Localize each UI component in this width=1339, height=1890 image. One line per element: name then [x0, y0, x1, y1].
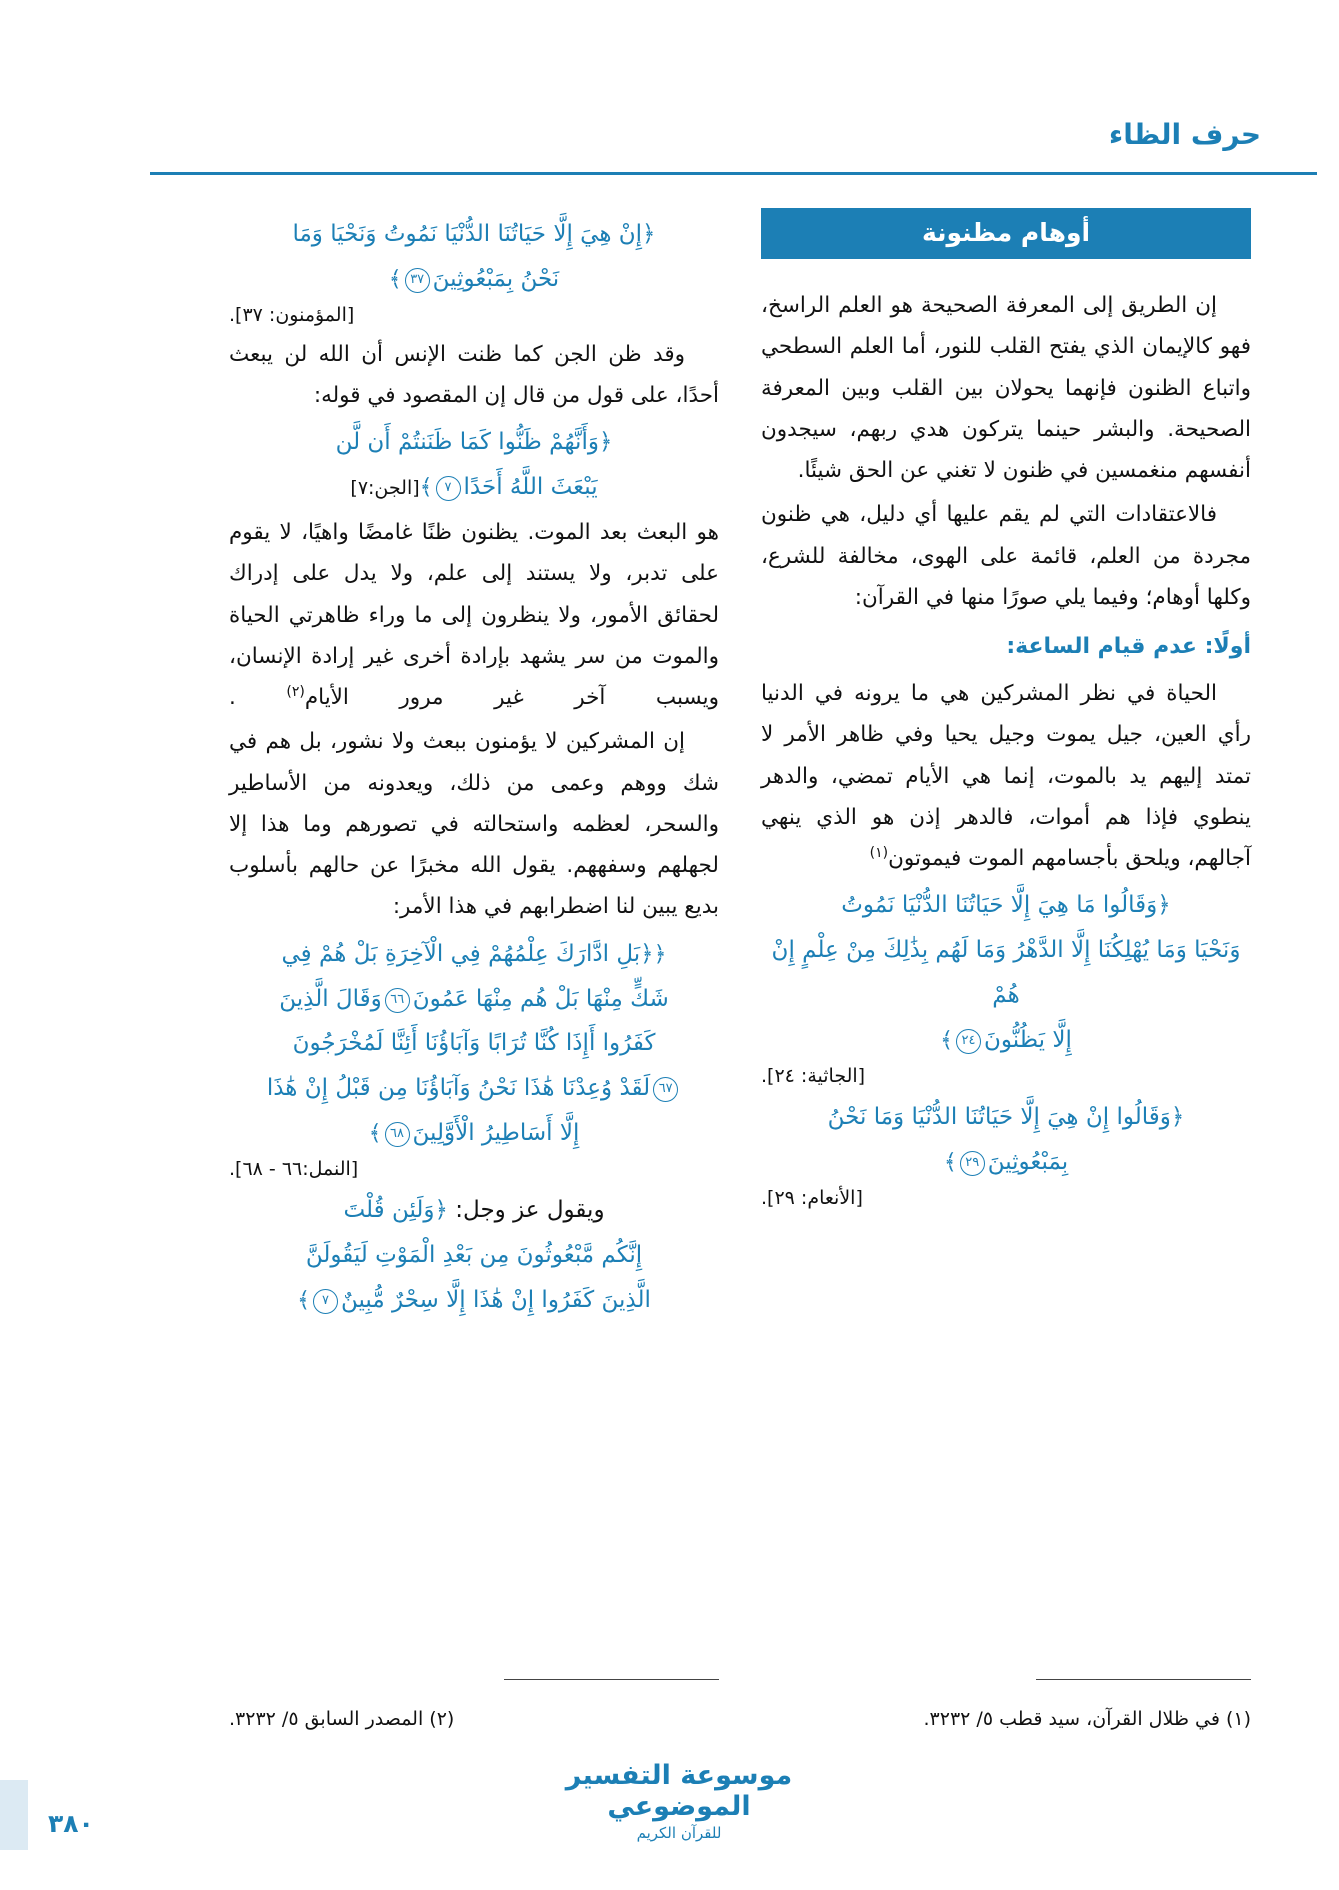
quran-reference-2: [الأنعام: ٢٩].: [761, 1186, 863, 1209]
header-chapter-title: حرف الظاء: [1108, 118, 1261, 151]
quran-line: ﴿وَلَئِن قُلْتَ: [343, 1196, 448, 1223]
quran-close-brace: ﴾: [940, 1027, 954, 1053]
footer-logo-subtitle: للقرآن الكريم: [636, 1824, 722, 1842]
quran-quote-top: [229, 212, 719, 302]
ayah-number: ٣٧: [405, 268, 430, 293]
quran-line: ﴿وَأَنَّهُمْ ظَنُّوا كَمَا ظَنَنتُمْ أَن لَّن: [335, 429, 613, 456]
page-header: [0, 118, 1339, 174]
quran-reference-1: [الجاثية: ٢٤].: [761, 1064, 866, 1087]
quran-line: نَحْنُ بِمَبْعُوثِينَ: [432, 265, 560, 292]
ayah-number: ٦٧: [653, 1077, 678, 1102]
quran-line: إِلَّا أَسَاطِيرُ الْأَوَّلِينَ: [412, 1120, 580, 1147]
paragraph-intro-1: إن الطريق إلى المعرفة الصحيحة هو العلم الراسخ، فهو كالإيمان الذي يفتح القلب للنور، أما العلم السطحي واتباع الظنون فإنهما يحولان بين القلب وبين المعرفة الصحيحة. والبشر حينما يتركون هدي ربهم، سيجدون أنفسهم منغمسين في ظنون لا تغني عن الحق شيئًا.: [761, 293, 1251, 484]
quran-line: الَّذِينَ كَفَرُوا إِنْ هَٰذَا إِلَّا سِحْرٌ مُّبِينٌ: [340, 1286, 651, 1313]
quran-line: يَبْعَثَ اللَّهُ أَحَدًا: [463, 474, 598, 501]
quran-close-brace: ﴾: [943, 1149, 957, 1175]
footnote-right: (١) في ظلال القرآن، سيد قطب ٥/ ٣٢٣٢.: [923, 1708, 1251, 1730]
quran-line: إِلَّا يَظُنُّونَ: [984, 1026, 1072, 1053]
subheading-first-topic: أولًا: عدم قيام الساعة:: [1006, 634, 1251, 660]
footnote-divider-right: [1036, 1679, 1251, 1681]
section-title-banner: أوهام مظنونة: [761, 208, 1251, 259]
ayah-number: ٢٤: [956, 1029, 981, 1054]
quran-line: وَنَحْيَا وَمَا يُهْلِكُنَا إِلَّا الدَّهْرُ وَمَا لَهُم بِذَٰلِكَ مِنْ عِلْمٍ إِنْ هُمْ: [771, 937, 1241, 1009]
quran-quote-inline-1: [229, 420, 719, 510]
quran-reference-top: [المؤمنون: ٣٧].: [229, 303, 355, 326]
footer-logo: [529, 1760, 829, 1842]
quran-reference-inline-1: [الجن:٧]: [350, 477, 420, 500]
quran-close-brace: ﴾: [297, 1287, 310, 1313]
ayah-number: ٦٦: [385, 988, 410, 1013]
paragraph-jinn-text: هو البعث بعد الموت. يظنون ظنًا غامضًا واهيًا، لا يقوم على تدبر، ولا يستند إلى علم، ولا يدل على إدراك لحقائق الأمور، ولا ينظرون إلى ما وراء ظاهرتي الحياة والموت من سر يشهد بإرادة أخرى غير إرادة الإنسان، ويسبب آخر غير مرور الأيام: [229, 520, 719, 711]
quran-close-brace: ﴾: [419, 475, 433, 501]
column-left: [229, 208, 719, 1325]
quran-line: لَقَدْ وُعِدْنَا هَٰذَا نَحْنُ وَآبَاؤُنَا مِن قَبْلُ إِنْ هَٰذَا: [266, 1075, 651, 1102]
column-right: [761, 208, 1251, 1217]
quran-line: إِنَّكُم مَّبْعُوثُونَ مِن بَعْدِ الْمَوْتِ لَيَقُولَنَّ: [305, 1241, 643, 1268]
quran-line: ﴿إِنْ هِيَ إِلَّا حَيَاتُنَا الدُّنْيَا نَمُوتُ وَنَحْيَا وَمَا: [292, 221, 656, 247]
ayah-number: ٢٩: [960, 1151, 985, 1176]
paragraph-topic-body: [761, 673, 1251, 879]
paragraph-mushrikeen: إن المشركين لا يؤمنون ببعث ولا نشور، بل هم في شك ووهم وعمى من ذلك، ويعدونه من الأساطير والسحر، لعظمه واستحالته في تصورهم وما هذا إلا لجهلهم وسفههم. يقول الله مخبرًا عن حالهم بأسلوب بديع يبين لنا اضطرابهم في هذا الأمر:: [229, 729, 719, 920]
ayah-number: ٦٨: [385, 1122, 410, 1147]
quran-close-brace: ﴾: [368, 1121, 382, 1147]
ayah-number: ٧: [313, 1289, 338, 1314]
paragraph-intro-2: فالاعتقادات التي لم يقم عليها أي دليل، هي ظنون مجردة من العلم، قائمة على الهوى، مخالفة للشرع، وكلها أوهام؛ وفيما يلي صورًا منها في القرآن:: [761, 502, 1251, 610]
quran-quote-2: [761, 1095, 1251, 1185]
footnote-left: (٢) المصدر السابق ٥/ ٣٢٣٢.: [229, 1708, 455, 1730]
paragraph-says-almighty: ويقول عز وجل:: [455, 1196, 605, 1223]
quran-line: وَقَالَ الَّذِينَ: [279, 985, 382, 1012]
quran-line: ﴿بَلِ ادَّارَكَ عِلْمُهُمْ فِي الْآخِرَةِ بَلْ هُمْ فِي: [281, 940, 654, 967]
quran-line: كَفَرُوا أَإِذَا كُنَّا تُرَابًا وَآبَاؤُنَا أَئِنَّا لَمُخْرَجُونَ: [292, 1030, 656, 1057]
quran-close-brace: ﴾: [388, 266, 402, 292]
paragraph-jinn-body: هو البعث بعد الموت. يظنون ظنًا غامضًا واهيًا، لا يقوم على تدبر، ولا يستند إلى علم، ولا يدل على إدراك لحقائق الأمور، ولا ينظرون إلى ما وراء ظاهرتي الحياة والموت من سر يشهد بإرادة أخرى غير إرادة الإنسان، ويسبب آخر غير مرور الأيام$^{(٢)}$ .: [229, 520, 719, 711]
header-divider: [150, 172, 1317, 175]
paragraph-jinn-intro: وقد ظن الجن كما ظنت الإنس أن الله لن يبعث أحدًا، على قول من قال إن المقصود في قوله:: [229, 341, 719, 408]
quran-line: ﴿وَقَالُوا مَا هِيَ إِلَّا حَيَاتُنَا الدُّنْيَا نَمُوتُ: [841, 892, 1171, 919]
quran-reference-block: [النمل:٦٦ - ٦٨].: [229, 1157, 359, 1180]
quran-quote-last: [229, 1188, 719, 1323]
footer-logo-title: موسوعة التفسير الموضوعي: [565, 1760, 793, 1822]
footnote-marker-1: (١): [869, 845, 889, 862]
quran-open-brace: ﴿: [653, 941, 667, 967]
page-number-background: [0, 1780, 28, 1850]
footnote-divider-left: [504, 1679, 719, 1681]
quran-quote-1: [761, 883, 1251, 1062]
paragraph-topic-text: الحياة في نظر المشركين هي ما يرونه في الدنيا رأي العين، جيل يموت وجيل يحيا وفي ظاهر الأمر لا تمتد إليهم يد بالموت، إنما هي الأيام تمضي، والدهر ينطوي فإذا هم أموات، فالدهر إذن هو الذي ينهي آجالهم، ويلحق بأجسامهم الموت فيموتون: [761, 681, 1251, 872]
ayah-number: ٧: [436, 476, 461, 501]
footnote-marker-2: (٢): [286, 684, 305, 701]
quran-line: شَكٍّ مِنْهَا بَلْ هُم مِنْهَا عَمُونَ: [412, 985, 669, 1012]
quran-quote-block: [229, 932, 719, 1156]
quran-line: ﴿وَقَالُوا إِنْ هِيَ إِلَّا حَيَاتُنَا الدُّنْيَا وَمَا نَحْنُ: [827, 1103, 1185, 1130]
quran-line: بِمَبْعُوثِينَ: [987, 1148, 1069, 1175]
page-number: ٣٨٠: [48, 1809, 94, 1838]
